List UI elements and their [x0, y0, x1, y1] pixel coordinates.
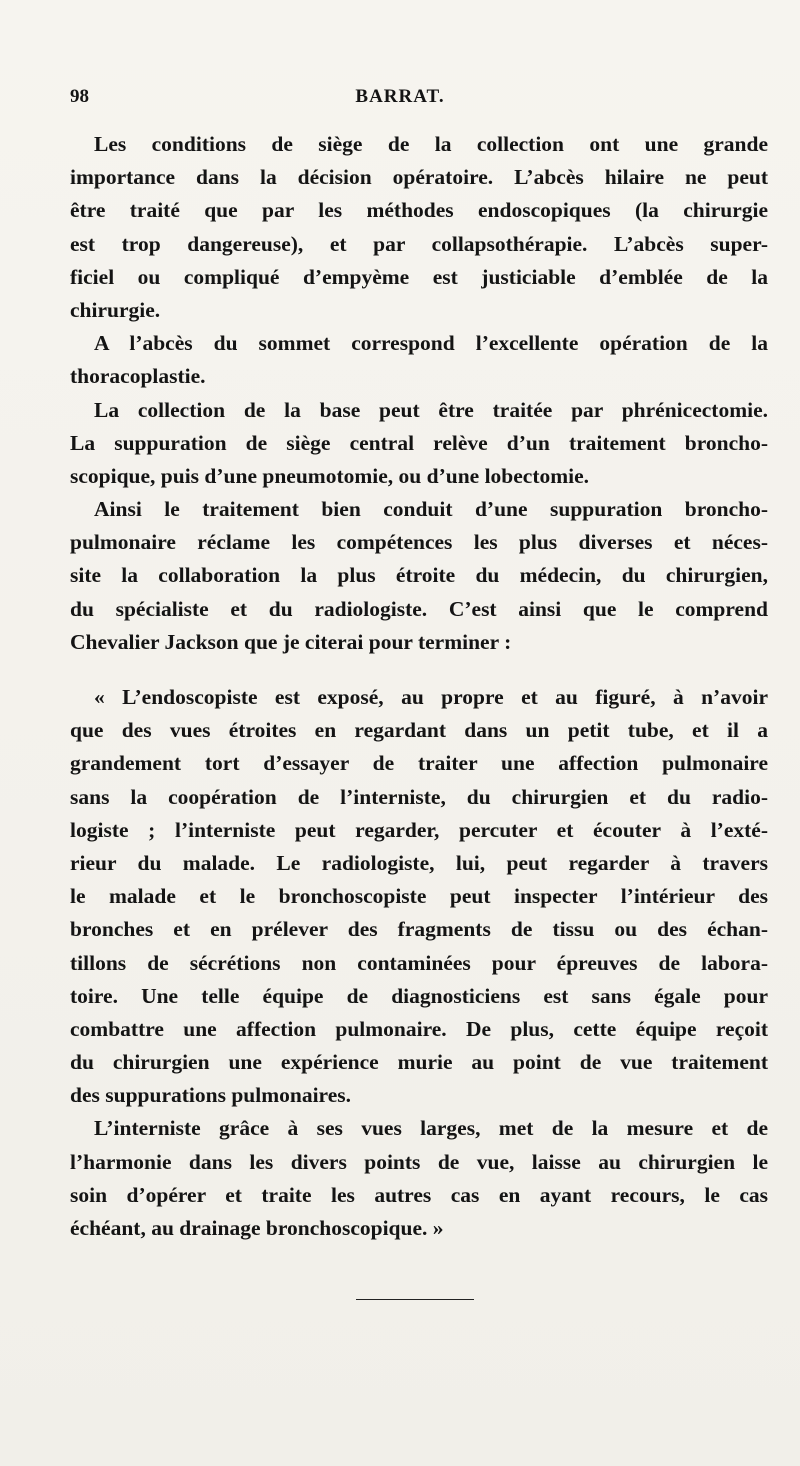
text-line: Les conditions de siège de la collection ont une grande: [94, 132, 768, 156]
text-line: logiste ; l’interniste peut regarder, percuter et écouter à l’exté-: [70, 817, 768, 842]
text-line: que des vues étroites en regardant dans un petit tube, et il a: [70, 718, 768, 743]
end-rule: [356, 1299, 474, 1300]
text-line: du spécialiste et du radiologiste. C’est ainsi que le comprend: [70, 596, 768, 621]
text-line: toire. Une telle équipe de diagnosticiens est sans égale pour: [70, 983, 768, 1008]
text-line: grandement tort d’essayer de traiter une affection pulmonaire: [70, 751, 768, 776]
text-line: importance dans la décision opératoire. L’abcès hilaire ne peut: [70, 165, 768, 190]
text-line: « L’endoscopiste est exposé, au propre et au figuré, à n’avoir: [94, 685, 768, 709]
text-line: des suppurations pulmonaires.: [70, 1083, 351, 1108]
text-line: site la collaboration la plus étroite du médecin, du chirurgien,: [70, 563, 768, 588]
paragraph-gap: [70, 659, 768, 681]
page-number: 98: [70, 86, 89, 107]
text-line: bronches et en prélever des fragments de tissu ou des échan-: [70, 917, 768, 942]
text-line: être traité que par les méthodes endoscopiques (la chirurgie: [70, 198, 768, 223]
text-line: Chevalier Jackson que je citerai pour terminer :: [70, 629, 512, 654]
text-line: rieur du malade. Le radiologiste, lui, peut regarder à travers: [70, 850, 768, 875]
text-line: La collection de la base peut être traitée par phrénicectomie.: [94, 397, 768, 422]
text-line: A l’abcès du sommet correspond l’excellente opération de la: [94, 331, 768, 356]
text-line: thoracoplastie.: [70, 364, 206, 389]
text-line: le malade et le bronchoscopiste peut inspecter l’intérieur des: [70, 884, 768, 909]
text-line: est trop dangereuse), et par collapsothérapie. L’abcès super-: [70, 231, 768, 256]
text-line: scopique, puis d’une pneumotomie, ou d’une lobectomie.: [70, 463, 590, 488]
page-body: [70, 128, 768, 1245]
text-line: l’harmonie dans les divers points de vue, laisse au chirurgien le: [70, 1149, 768, 1174]
text-line: L’interniste grâce à ses vues larges, met de la mesure et de: [94, 1116, 768, 1141]
text-line: La suppuration de siège central relève d’un traitement broncho-: [70, 430, 768, 455]
text-line: pulmonaire réclame les compétences les plus diverses et néces-: [70, 530, 768, 555]
text-line: combattre une affection pulmonaire. De plus, cette équipe reçoit: [70, 1016, 768, 1041]
text-line: ficiel ou compliqué d’empyème est justiciable d’emblée de la: [70, 264, 768, 289]
text-line: chirurgie.: [70, 297, 161, 322]
text-line: du chirurgien une expérience murie au point de vue traitement: [70, 1050, 768, 1075]
text-line: échéant, au drainage bronchoscopique. »: [70, 1216, 444, 1240]
text-line: Ainsi le traitement bien conduit d’une suppuration broncho-: [94, 497, 768, 522]
text-line: soin d’opérer et traite les autres cas en ayant recours, le cas: [70, 1182, 768, 1207]
running-head: BARRAT.: [355, 86, 445, 107]
text-line: tillons de sécrétions non contaminées pour épreuves de labora-: [70, 950, 768, 975]
text-line: sans la coopération de l’interniste, du chirurgien et du radio-: [70, 784, 768, 809]
